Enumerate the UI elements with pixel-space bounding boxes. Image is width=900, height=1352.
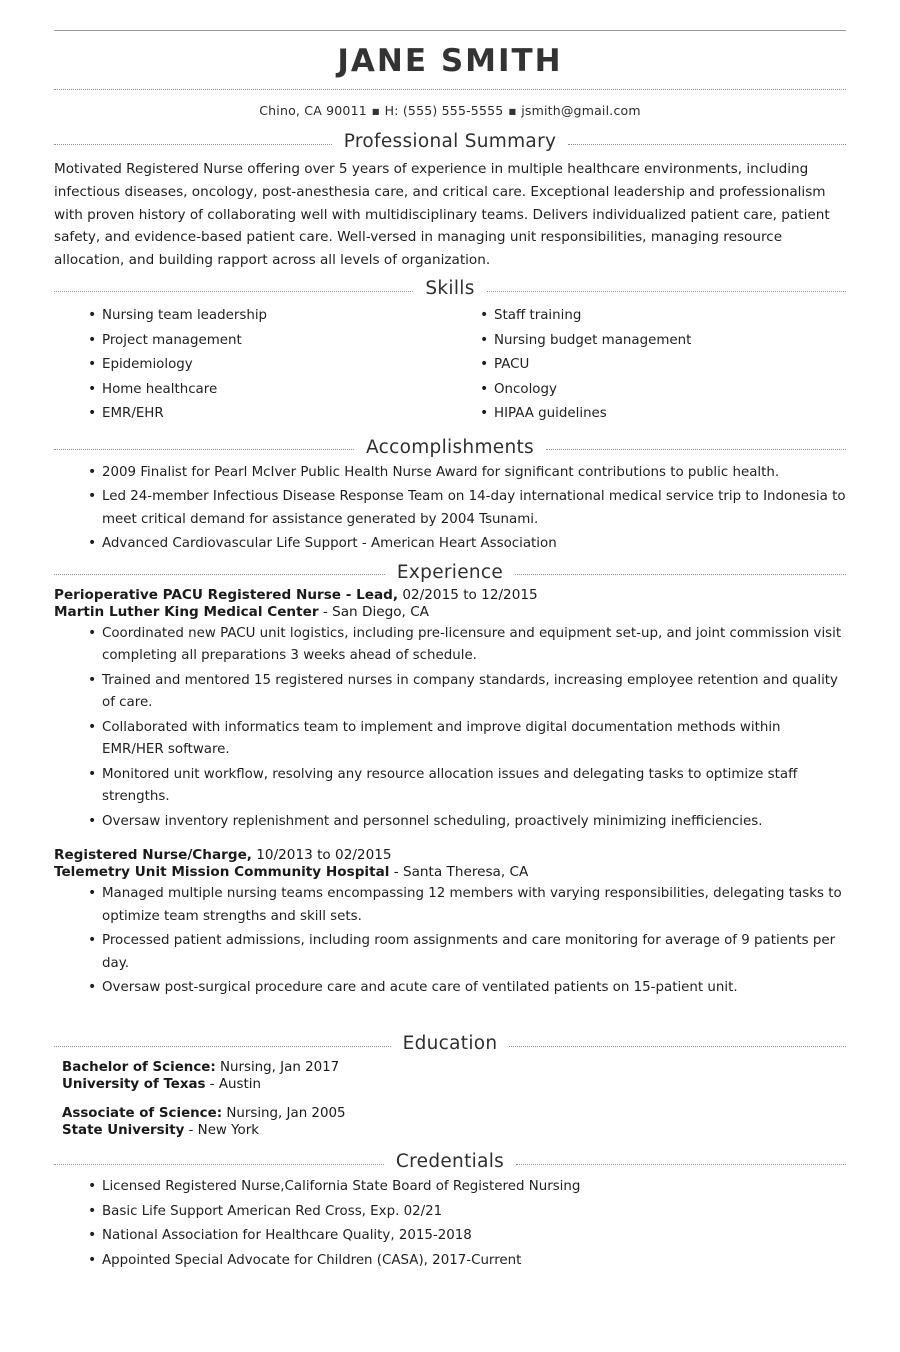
section-title: Education bbox=[402, 1033, 498, 1054]
contact-phone: H: (555) 555-5555 bbox=[384, 103, 504, 118]
education-school-line bbox=[62, 1123, 846, 1138]
separator-icon: ■ bbox=[371, 107, 380, 116]
education-school: University of Texas bbox=[62, 1077, 206, 1092]
list-item: • Nursing budget management bbox=[480, 330, 846, 353]
list-item: • HIPAA guidelines bbox=[480, 403, 846, 426]
rule-left bbox=[54, 448, 354, 450]
job-title-line bbox=[54, 587, 846, 603]
section-heading-credentials bbox=[54, 1151, 846, 1172]
separator-icon: ■ bbox=[508, 107, 517, 116]
list-item: • Epidemiology bbox=[88, 354, 450, 377]
section-heading-experience bbox=[54, 562, 846, 583]
job-dates: 10/2013 to 02/2015 bbox=[256, 847, 392, 864]
skills-list-right bbox=[450, 305, 846, 426]
job-organization: Telemetry Unit Mission Community Hospital bbox=[54, 864, 390, 881]
rule-left bbox=[54, 1163, 384, 1165]
list-item: • Staff training bbox=[480, 305, 846, 328]
rule-left bbox=[54, 290, 413, 292]
job-role: Perioperative PACU Registered Nurse - Lead, bbox=[54, 586, 399, 603]
education-field: Nursing, Jan 2017 bbox=[219, 1060, 340, 1075]
section-heading-skills bbox=[54, 278, 846, 299]
section-title: Experience bbox=[396, 561, 504, 583]
job-bullets bbox=[54, 623, 846, 834]
education-degree: Associate of Science: bbox=[62, 1106, 223, 1121]
education-field: Nursing, Jan 2005 bbox=[226, 1106, 346, 1121]
list-item: • Oversaw inventory replenishment and personnel scheduling, proactively minimizing inefficiencies. bbox=[88, 811, 846, 834]
list-item: • Oversaw post-surgical procedure care and acute care of ventilated patients on 15-patient unit. bbox=[88, 977, 846, 1000]
rule-left bbox=[54, 573, 385, 575]
list-item: • Collaborated with informatics team to implement and improve digital documentation methods within EMR/HER software. bbox=[88, 717, 846, 762]
education-degree-line bbox=[62, 1060, 846, 1075]
rule-right bbox=[568, 143, 846, 145]
education-entry bbox=[62, 1106, 846, 1138]
section-title: Skills bbox=[425, 278, 475, 300]
skills-columns bbox=[54, 303, 846, 432]
list-item: • Oncology bbox=[480, 379, 846, 402]
section-heading-education bbox=[54, 1033, 846, 1054]
job-location: - Santa Theresa, CA bbox=[393, 864, 529, 881]
list-item: • 2009 Finalist for Pearl McIver Public Health Nurse Award for significant contributions to public health. bbox=[88, 462, 846, 485]
summary-text: Motivated Registered Nurse offering over 5 years of experience in multiple healthcare environments, including infectious diseases, oncology, post-anesthesia care, and critical care. Exceptional leadership and professionalism with proven history of collaborating well with multidisciplinary teams. Delivers individualized patient care, patient safety, and evidence-based patient care. Well-versed in managing unit responsibilities, managing resource allocation, and building rapport across all levels of organization. bbox=[54, 161, 830, 269]
rule-left bbox=[54, 143, 332, 145]
education-school: State University bbox=[62, 1123, 185, 1138]
list-item: • National Association for Healthcare Quality, 2015-2018 bbox=[88, 1225, 846, 1248]
credentials-list bbox=[54, 1176, 846, 1272]
list-item: • Coordinated new PACU unit logistics, including pre-licensure and equipment set-up, and joint commission visit completing all preparations 3 weeks ahead of schedule. bbox=[88, 623, 846, 668]
job-organization: Martin Luther King Medical Center bbox=[54, 603, 319, 620]
list-item: • Nursing team leadership bbox=[88, 305, 450, 328]
section-heading-summary bbox=[54, 131, 846, 152]
skills-column-left bbox=[54, 303, 450, 432]
list-item: • Monitored unit workflow, resolving any resource allocation issues and delegating tasks to optimize staff strengths. bbox=[88, 764, 846, 809]
skills-column-right bbox=[450, 303, 846, 432]
list-item: • EMR/EHR bbox=[88, 403, 450, 426]
section-title: Professional Summary bbox=[343, 131, 557, 152]
job-dates: 02/2015 to 12/2015 bbox=[402, 586, 538, 603]
spacer bbox=[54, 1006, 846, 1028]
job-title-line bbox=[54, 847, 846, 863]
rule-right bbox=[546, 448, 846, 450]
skills-list-left bbox=[54, 305, 450, 426]
rule-right bbox=[516, 1163, 846, 1165]
page-title: JANE SMITH bbox=[337, 43, 563, 79]
accomplishments-list bbox=[54, 462, 846, 556]
job-location: - San Diego, CA bbox=[322, 603, 429, 620]
list-item: • PACU bbox=[480, 354, 846, 377]
list-item: • Project management bbox=[88, 330, 450, 353]
rule-left bbox=[54, 1045, 391, 1047]
rule-right bbox=[487, 290, 846, 292]
section-title: Credentials bbox=[395, 1151, 505, 1172]
rule-right bbox=[509, 1045, 846, 1047]
education-degree-line bbox=[62, 1106, 846, 1121]
experience-entry bbox=[54, 847, 846, 1000]
list-item: • Trained and mentored 15 registered nurses in company standards, increasing employee retention and quality of care. bbox=[88, 670, 846, 715]
experience-entry bbox=[54, 587, 846, 834]
job-org-line bbox=[54, 864, 846, 880]
list-item: • Appointed Special Advocate for Children (CASA), 2017-Current bbox=[88, 1250, 846, 1273]
job-role: Registered Nurse/Charge, bbox=[54, 847, 252, 864]
list-item: • Licensed Registered Nurse,California State Board of Registered Nursing bbox=[88, 1176, 846, 1199]
job-org-line bbox=[54, 604, 846, 620]
list-item: • Home healthcare bbox=[88, 379, 450, 402]
education-degree: Bachelor of Science: bbox=[62, 1060, 216, 1075]
education-school-line bbox=[62, 1077, 846, 1092]
section-title: Accomplishments bbox=[366, 436, 534, 458]
section-heading-accomplishments bbox=[54, 437, 846, 458]
contact-location: Chino, CA 90011 bbox=[259, 103, 367, 118]
list-item: • Processed patient admissions, including room assignments and care monitoring for average of 9 patients per day. bbox=[88, 930, 846, 975]
name-header bbox=[54, 30, 846, 90]
education-location: - New York bbox=[188, 1123, 259, 1138]
list-item: • Advanced Cardiovascular Life Support - American Heart Association bbox=[88, 533, 846, 556]
contact-line bbox=[54, 90, 846, 126]
list-item: • Basic Life Support American Red Cross, Exp. 02/21 bbox=[88, 1201, 846, 1224]
education-location: - Austin bbox=[209, 1077, 261, 1092]
list-item: • Managed multiple nursing teams encompassing 12 members with varying responsibilities, delegating tasks to optimize team strengths and skill sets. bbox=[88, 883, 846, 928]
rule-right bbox=[515, 573, 846, 575]
education-entry bbox=[62, 1060, 846, 1092]
list-item: • Led 24-member Infectious Disease Response Team on 14-day international medical service trip to Indonesia to meet critical demand for assistance generated by 2004 Tsunami. bbox=[88, 486, 846, 531]
job-bullets bbox=[54, 883, 846, 1000]
spacer bbox=[54, 1138, 846, 1146]
contact-email: jsmith@gmail.com bbox=[521, 103, 641, 118]
